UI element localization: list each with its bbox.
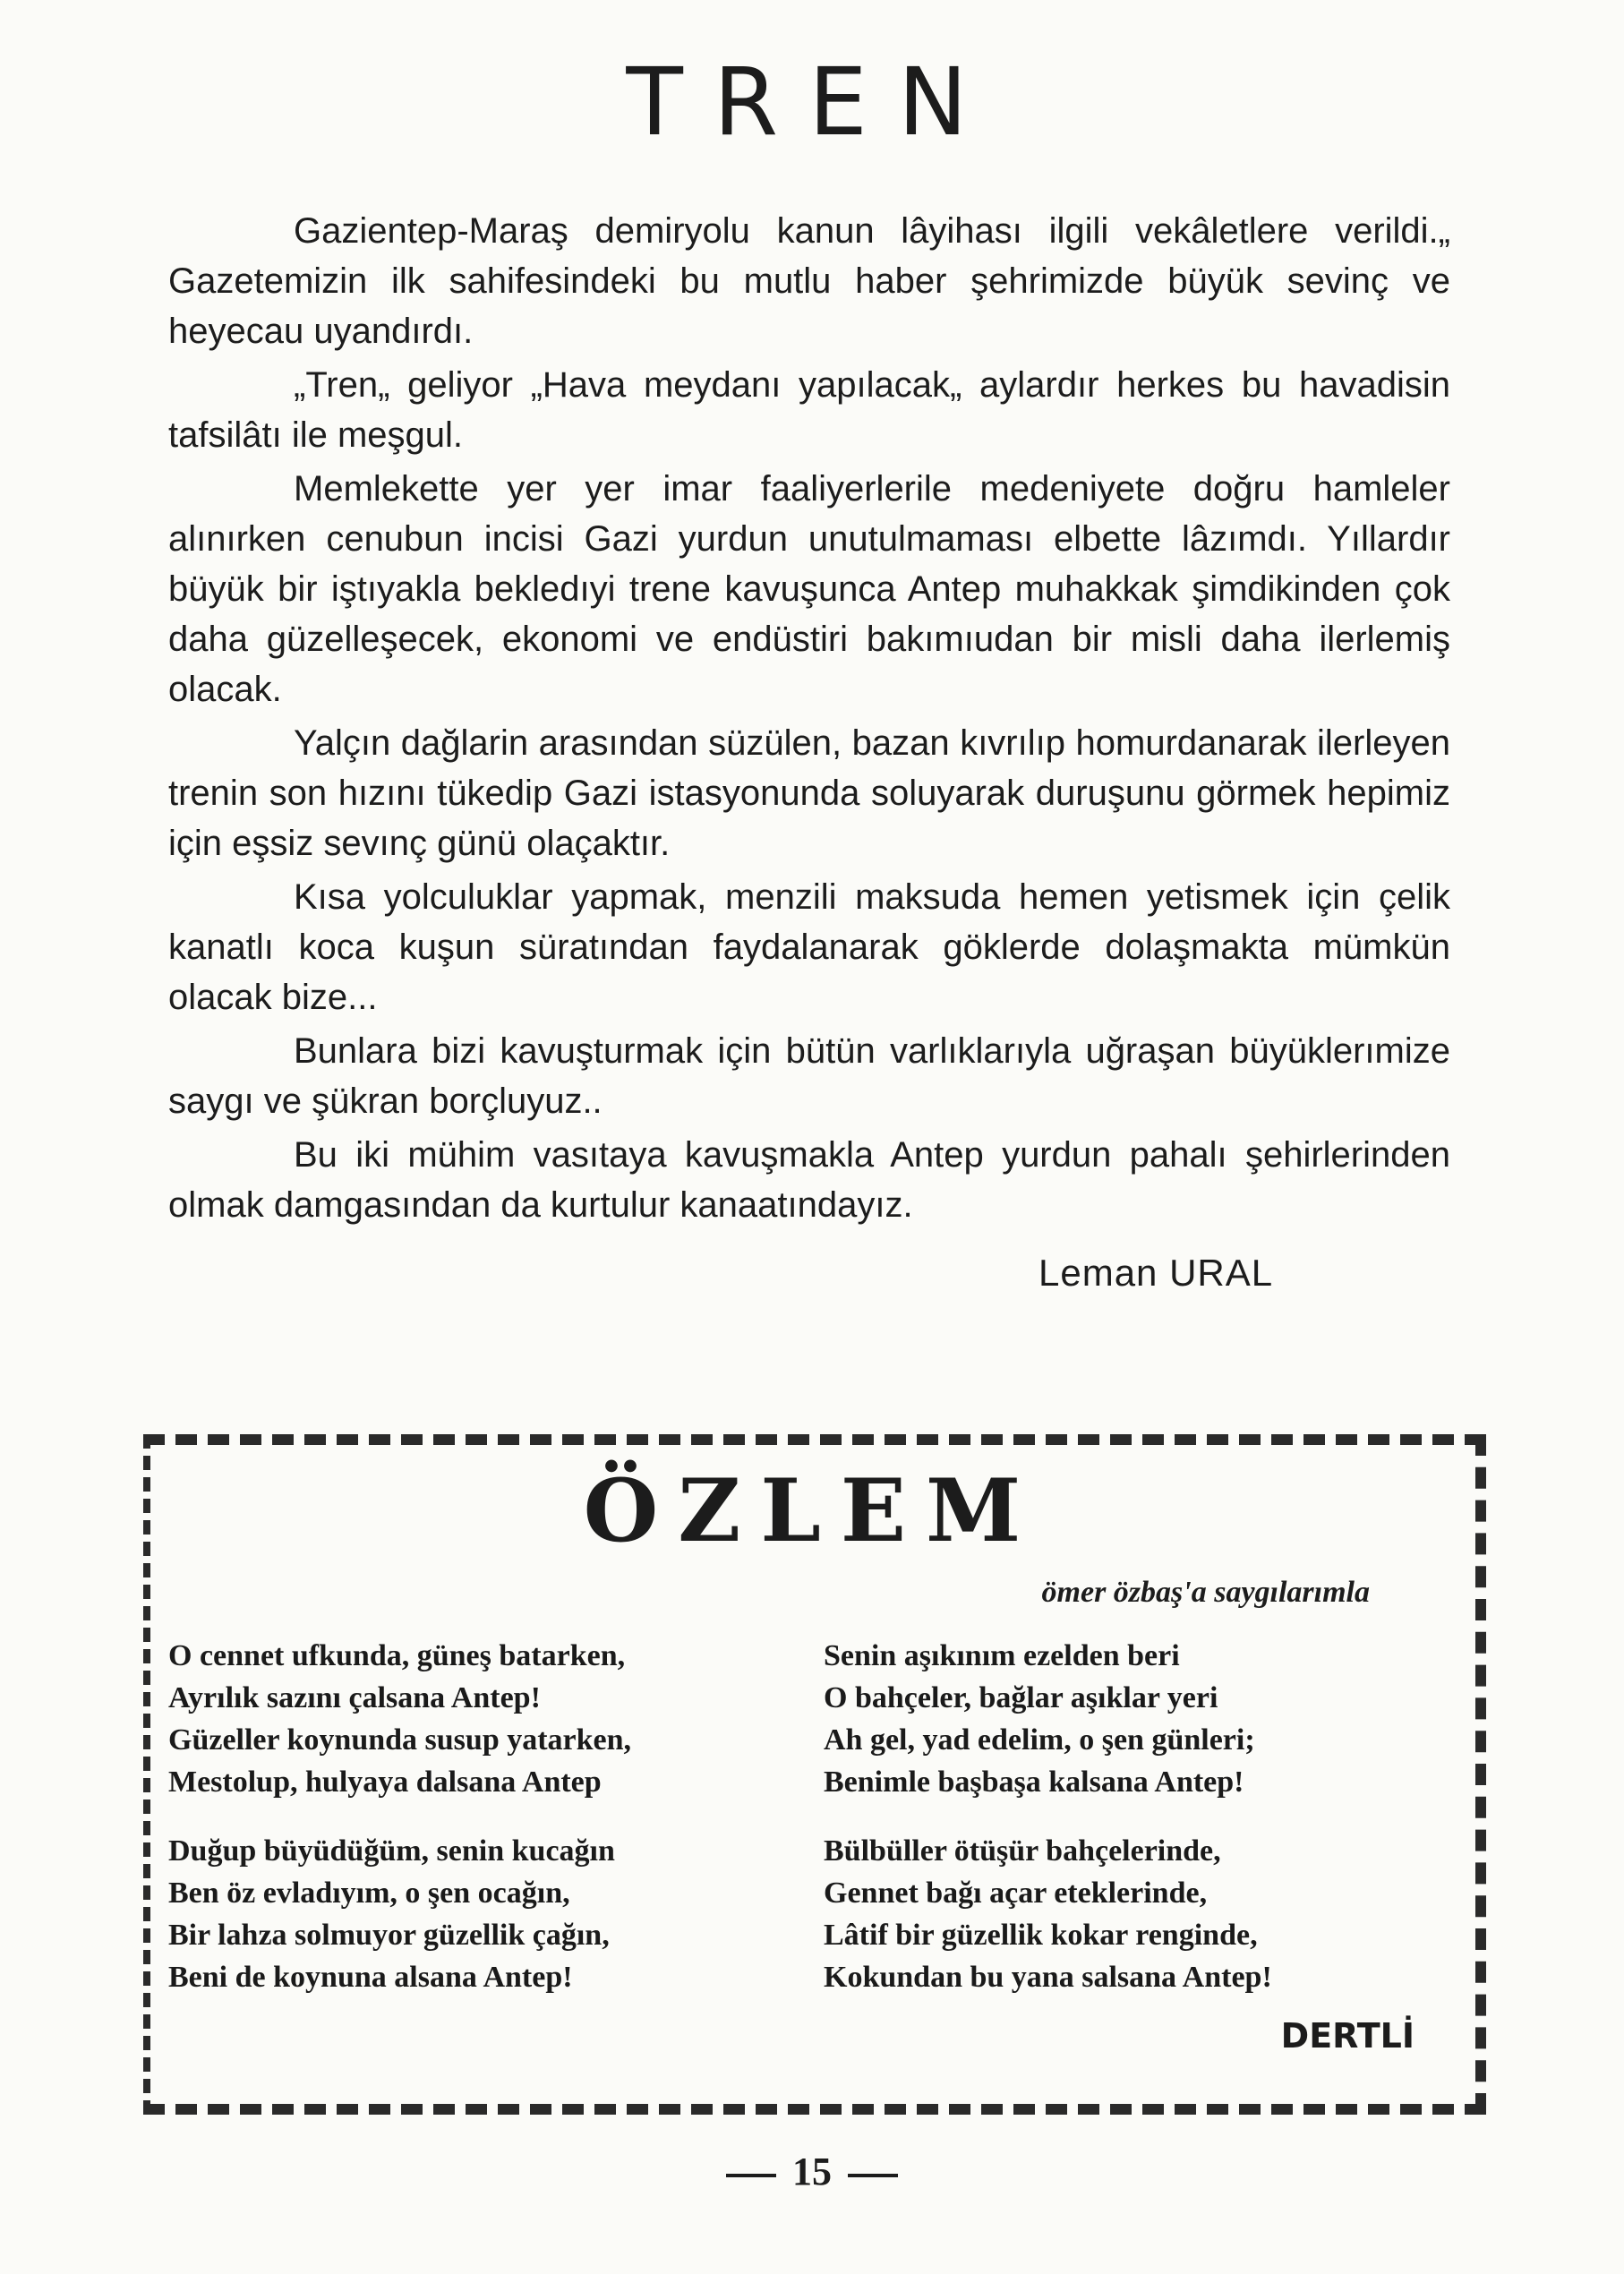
poem-line: Güzeller koynunda susup yatarken, — [168, 1723, 632, 1757]
poem-stanza — [824, 1635, 1255, 1803]
article-author: Leman URAL — [1039, 1252, 1274, 1294]
poem-stanza — [168, 1830, 615, 1998]
article-paragraph: Yalçın dağlarin arasından süzülen, bazan kıvrılıp homurdanarak ilerleyen trenin son hızını tükedip Gazi istasyonunda soluyarak duruşunu görmek hepimiz için eşsiz sevınç günü olaçaktır. — [168, 723, 1450, 863]
poem-line: O cennet ufkunda, güneş batarken, — [168, 1639, 626, 1672]
poem-author: DERTLİ — [1280, 2016, 1415, 2056]
article-paragraph: Memlekette yer yer imar faaliyerlerile medeniyete doğru hamleler alınırken cenubun incisi Gazi yurdun unutulmaması elbette lâzımdı. Yıllardır büyük bir iştıyakla bekledıyi trene kavuşunca Antep muhakkak şimdikinden çok daha güzelleşecek, ekonomi ve endüstiri bakımıudan bir misli daha ilerlemiş olacak. — [168, 469, 1450, 709]
poem-line: O bahçeler, bağlar aşıklar yeri — [824, 1681, 1218, 1714]
article-paragraph: Gazientep-Maraş demiryolu kanun lâyihası ilgili vekâletlere verildi.„ Gazetemizin ilk sahifesindeki bu mutlu haber şehrimizde büyük sevinç ve heyecau uyandırdı. — [168, 211, 1450, 351]
poem-line: Benimle başbaşa kalsana Antep! — [824, 1765, 1244, 1799]
article-paragraph: „Tren„ geliyor „Hava meydanı yapılacak„ aylardır herkes bu havadisin tafsilâtı ile meşgul. — [168, 365, 1450, 455]
article-paragraph: Bu iki mühim vasıtaya kavuşmakla Antep yurdun pahalı şehirlerinden olmak damgasından da kurtulur kanaatındayız. — [168, 1135, 1450, 1225]
poem-line: Kokundan bu yana salsana Antep! — [824, 1961, 1272, 1994]
poem-line: Gennet bağı açar eteklerinde, — [824, 1876, 1208, 1910]
poem-line: Mestolup, hulyaya dalsana Antep — [168, 1765, 602, 1799]
page-number — [0, 2149, 1624, 2194]
page-number-value: 15 — [792, 2150, 832, 2193]
poem-line: Ayrılık sazını çalsana Antep! — [168, 1681, 541, 1714]
poem-title: ÖZLEM — [583, 1460, 1041, 1561]
poem-line: Bülbüller ötüşür bahçelerinde, — [824, 1834, 1221, 1868]
poem-line: Duğup büyüdüğüm, senin kucağın — [168, 1834, 615, 1868]
poem-dedication: ömer özbaş'a saygılarımla — [1041, 1576, 1370, 1609]
poem-line: Lâtif bir güzellik kokar renginde, — [824, 1919, 1258, 1952]
dash-left — [726, 2174, 776, 2177]
poem-stanza — [824, 1830, 1272, 1998]
article-paragraph: Bunlara bizi kavuşturmak için bütün varlıklarıyla uğraşan büyüklerımize saygı ve şükran borçluyuz.. — [168, 1031, 1450, 1121]
poem-line: Ah gel, yad edelim, o şen günleri; — [824, 1723, 1255, 1757]
poem-line: Bir lahza solmuyor güzellik çağın, — [168, 1919, 610, 1952]
article-paragraph: Kısa yolculuklar yapmak, menzili maksuda hemen yetismek için çelik kanatlı koca kuşun süratından faydalanarak göklerde dolaşmakta mümkün olacak bize... — [168, 877, 1450, 1017]
article-body — [168, 206, 1450, 1230]
poem-line: Beni de koynuna alsana Antep! — [168, 1961, 573, 1994]
poem-line: Senin aşıkınım ezelden beri — [824, 1639, 1180, 1672]
article-title: TREN — [626, 47, 998, 157]
dash-right — [848, 2174, 898, 2177]
poem-line: Ben öz evladıyım, o şen ocağın, — [168, 1876, 570, 1910]
poem-stanza — [168, 1635, 631, 1803]
